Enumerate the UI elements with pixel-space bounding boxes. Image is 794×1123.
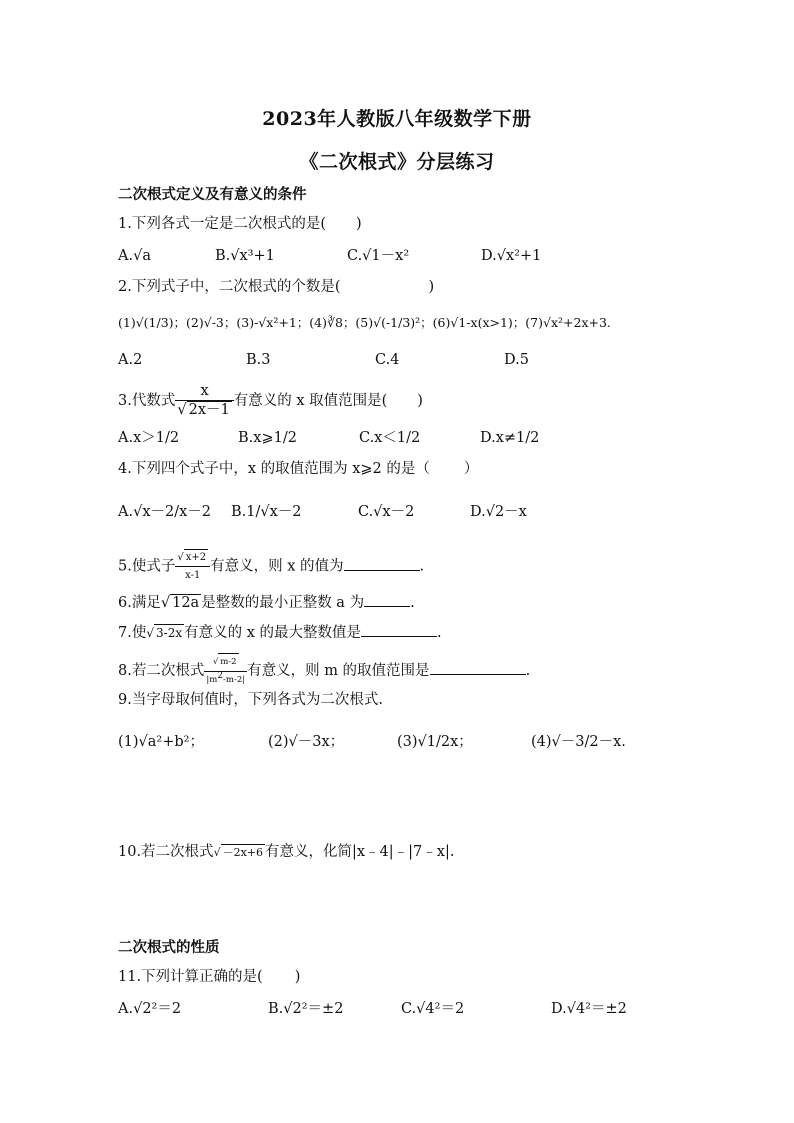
- question-10: [118, 842, 734, 863]
- question-3: [118, 383, 734, 419]
- q8-fraction: $\frac{√ m-2}{|m^2-m-2|}$: [204, 653, 247, 689]
- q11-close: ): [294, 969, 301, 985]
- question-5: [118, 549, 734, 584]
- q5-pre: 5.使式子: [118, 558, 176, 575]
- q10-post: 有意义，化简|x﹣4|﹣|7﹣x|.: [265, 844, 455, 860]
- q11-option-a: A.√2²＝2: [118, 1001, 182, 1017]
- q1-close: ): [356, 216, 362, 232]
- q4-option-b: B.1/√x－2: [231, 504, 302, 520]
- question-7: [118, 622, 734, 643]
- q2-option-b: B.3: [246, 352, 271, 368]
- q8-pre: 8.若二次根式: [118, 663, 205, 679]
- q6-radical: √ 12a: [160, 595, 200, 611]
- q3-option-a: A.x＞1/2: [118, 430, 180, 446]
- q7-end: .: [437, 625, 442, 641]
- q3-close: ): [417, 393, 423, 409]
- question-6: [118, 592, 734, 613]
- q1-option-c: C.√1－x²: [347, 248, 410, 264]
- q9-item-2: (2)√－3x；: [268, 734, 345, 750]
- q11-stem: 11.下列计算正确的是(: [118, 969, 263, 985]
- q1-option-a: A.√a: [118, 248, 151, 264]
- q2-close: ): [428, 279, 435, 295]
- q2-stem: 2.下列式子中，二次根式的个数是(: [118, 279, 341, 295]
- q11-option-c: C.√4²＝2: [401, 1001, 465, 1017]
- q7-post: 有意义的 x 的最大整数值是: [184, 625, 361, 641]
- q2-expressions: (1)√(1/3)；(2)√-3；(3)-√x²+1；(4)∛8；(5)√(-1/3)²；(6)√1-x(x>1)；(7)√x²+2x+3.: [118, 315, 611, 330]
- doc-title: 2023年人教版八年级数学下册: [262, 108, 532, 130]
- q5-fraction: $\frac{√ x+2}{x-1}$: [175, 549, 210, 584]
- q6-end: .: [410, 595, 415, 611]
- section-heading-properties: 二次根式的性质: [118, 939, 220, 956]
- q1-option-d: D.√x²+1: [481, 248, 542, 264]
- section-heading-definition: 二次根式定义及有意义的条件: [118, 186, 307, 203]
- q1-option-b: B.√x³+1: [215, 248, 275, 264]
- q3-option-c: C.x＜1/2: [359, 430, 421, 446]
- q3-option-b: B.x⩾1/2: [238, 430, 297, 446]
- q8-post: 有意义，则 m 的取值范围是: [247, 663, 430, 679]
- q3-post: 有意义的 x 取值范围是(: [233, 393, 388, 409]
- q1-stem: 1.下列各式一定是二次根式的是(: [118, 216, 326, 232]
- q11-option-b: B.√2²＝±2: [268, 1001, 344, 1017]
- q3-option-d: D.x≠1/2: [480, 430, 540, 446]
- q10-pre: 10.若二次根式: [118, 844, 214, 860]
- question-2: [118, 277, 734, 297]
- question-8: [118, 653, 734, 689]
- q5-end: .: [419, 558, 425, 575]
- q11-option-d: D.√4²＝±2: [551, 1001, 627, 1017]
- q9-item-1: (1)√a²+b²；: [118, 734, 204, 750]
- q3-pre: 3.代数式: [118, 393, 176, 409]
- question-9: 9.当字母取何值时，下列各式为二次根式.: [118, 692, 383, 708]
- q7-pre: 7.使: [118, 625, 147, 641]
- q7-radical: √ 3-2x: [146, 626, 183, 640]
- q8-end: .: [525, 663, 531, 679]
- question-11: [118, 967, 734, 987]
- question-1: [118, 214, 734, 234]
- question-4: [118, 459, 734, 479]
- q3-fraction: $\frac{x}{√ 2x-1}$: [175, 383, 233, 419]
- q2-option-a: A.2: [118, 352, 143, 368]
- q6-post: 是整数的最小正整数 a 为: [201, 595, 365, 611]
- q6-pre: 6.满足: [118, 595, 161, 611]
- q10-radical: √ －2x+6: [213, 846, 263, 859]
- q9-item-4: (4)√－3/2－x.: [531, 734, 626, 750]
- q9-item-3: (3)√1/2x；: [397, 734, 473, 750]
- q5-post: 有意义，则 x 的值为: [210, 558, 344, 575]
- doc-subtitle: 《二次根式》分层练习: [299, 151, 495, 173]
- q2-option-d: D.5: [504, 352, 529, 368]
- q4-stem: 4.下列四个式子中，x 的取值范围为 x⩾2 的是（: [118, 461, 430, 477]
- q4-option-d: D.√2－x: [470, 504, 527, 520]
- q4-option-c: C.√x－2: [358, 504, 415, 520]
- q2-option-c: C.4: [375, 352, 400, 368]
- q4-option-a: A.√x－2/x－2: [118, 504, 212, 520]
- q4-close: ）: [463, 461, 479, 477]
